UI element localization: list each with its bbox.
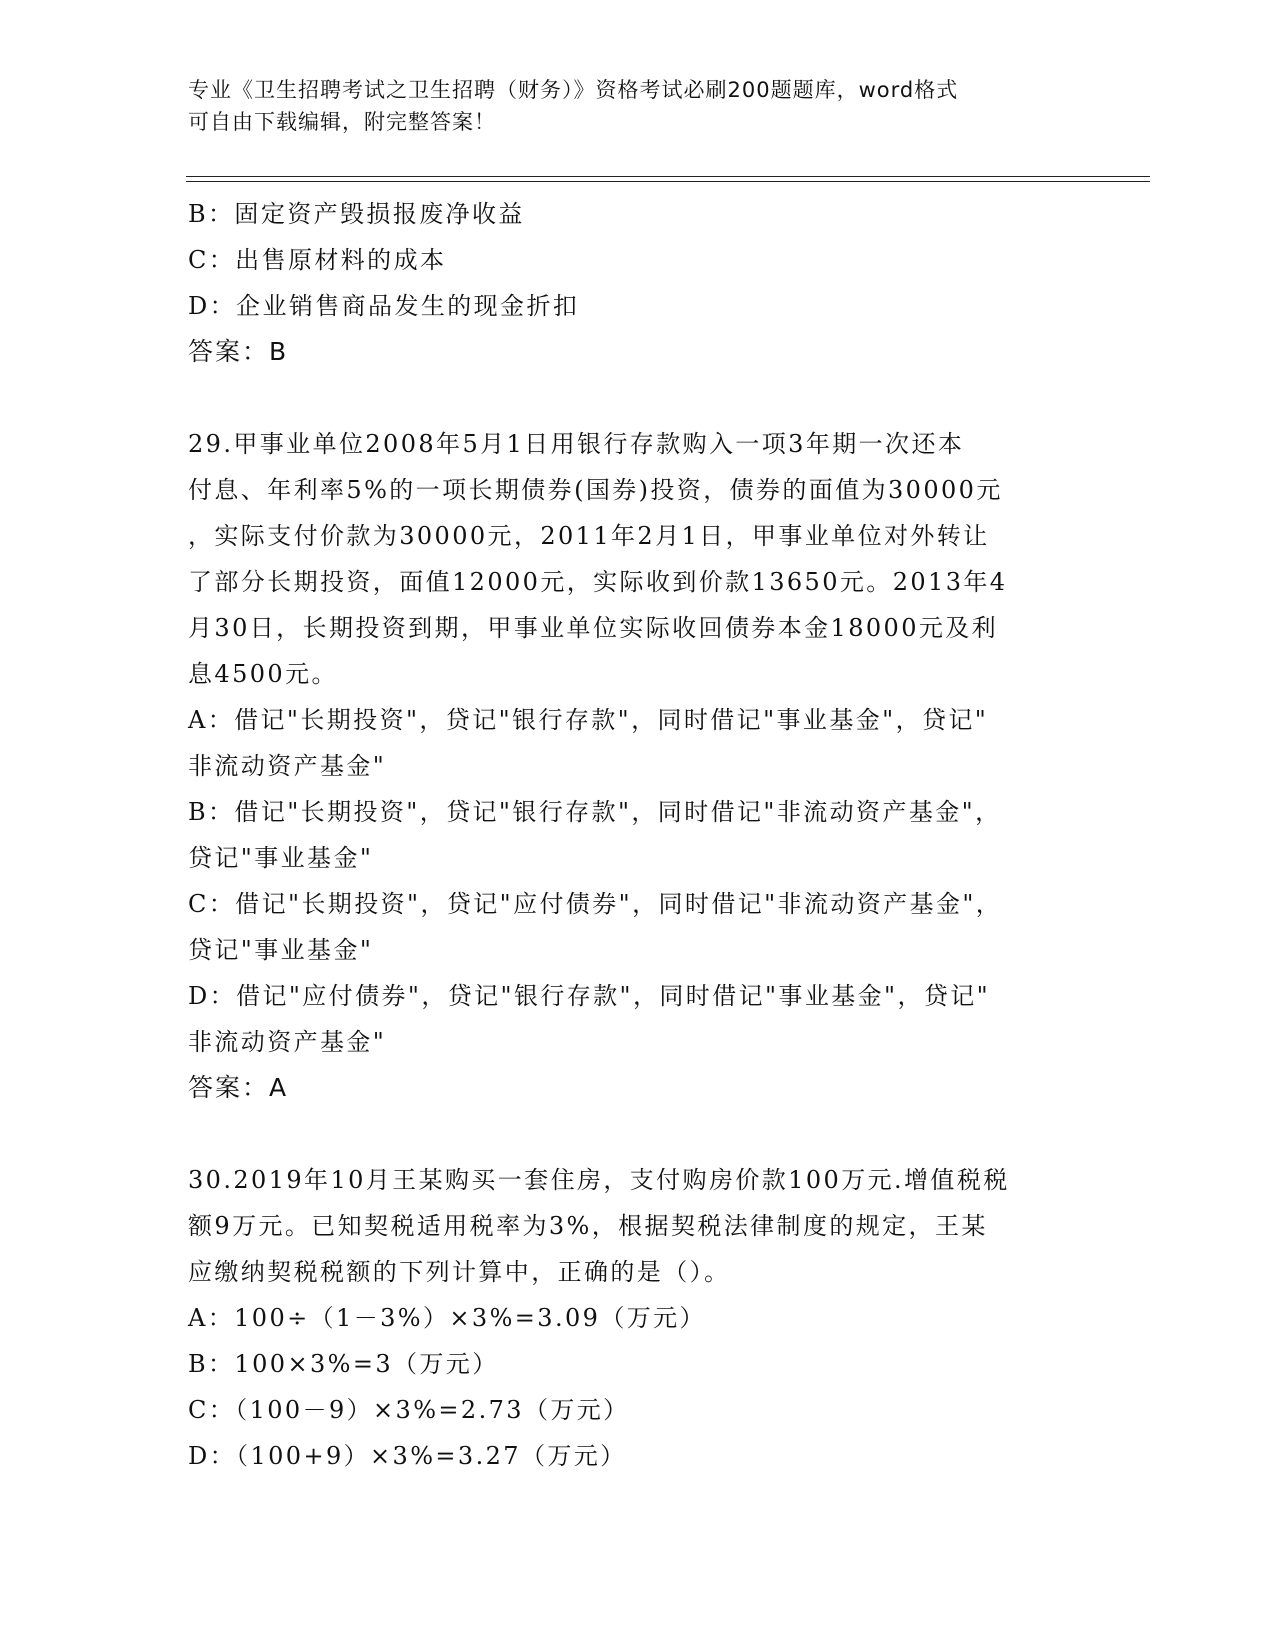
document-header: [188, 74, 1088, 138]
q30-stem-line: 额9万元。已知契税适用税率为3%，根据契税法律制度的规定，王某: [188, 1212, 988, 1240]
question-29: [188, 421, 1088, 1111]
q29-stem-line: 29.甲事业单位2008年5月1日用银行存款购入一项3年期一次还本: [188, 430, 965, 458]
document-body: [188, 191, 1088, 1479]
q30-option-d: D：（100+9）×3%=3.27（万元）: [188, 1442, 627, 1470]
q29-stem-line: 月30日，长期投资到期，甲事业单位实际收回债券本金18000元及利: [188, 614, 999, 642]
q28-answer: 答案：B: [188, 337, 289, 366]
q29-option-a: A：借记"长期投资"，贷记"银行存款"，同时借记"事业基金"，贷记": [188, 706, 989, 734]
q28-option-c: C：出售原材料的成本: [188, 246, 447, 274]
q29-stem-line: ，实际支付价款为30000元，2011年2月1日，甲事业单位对外转让: [188, 522, 990, 550]
q29-stem-line: 了部分长期投资，面值12000元，实际收到价款13650元。2013年4: [188, 568, 1008, 596]
q29-option-d-cont: 非流动资产基金": [188, 1028, 387, 1056]
header-title-line-2: 可自由下载编辑，附完整答案！: [188, 110, 496, 134]
q29-option-c: C：借记"长期投资"，贷记"应付债券"，同时借记"非流动资产基金"，: [188, 890, 1003, 918]
q30-stem-line: 30.2019年10月王某购买一套住房，支付购房价款100万元.增值税税: [188, 1166, 1010, 1194]
q28-option-b: B：固定资产毁损报废净收益: [188, 200, 525, 228]
q30-option-a: A：100÷（1－3%）×3%=3.09（万元）: [188, 1304, 706, 1332]
header-divider-thin: [186, 181, 1150, 182]
spacer: [188, 1111, 1088, 1157]
q30-stem-line: 应缴纳契税税额的下列计算中，正确的是（）。: [188, 1258, 731, 1286]
q30-option-c: C：（100－9）×3%=2.73（万元）: [188, 1396, 630, 1424]
q29-option-a-cont: 非流动资产基金": [188, 752, 387, 780]
q29-option-b: B：借记"长期投资"，贷记"银行存款"，同时借记"非流动资产基金"，: [188, 798, 1002, 826]
q29-option-c-cont: 贷记"事业基金": [188, 936, 374, 964]
q29-option-d: D：借记"应付债券"，贷记"银行存款"，同时借记"事业基金"，贷记": [188, 982, 991, 1010]
question-30: [188, 1157, 1088, 1479]
q29-answer: 答案：A: [188, 1073, 289, 1102]
question-28-remainder: [188, 191, 1088, 375]
header-title-line-1: 专业《卫生招聘考试之卫生招聘（财务）》资格考试必刷200题题库，word格式: [188, 78, 959, 102]
q29-option-b-cont: 贷记"事业基金": [188, 844, 374, 872]
spacer: [188, 375, 1088, 421]
q28-option-d: D：企业销售商品发生的现金折扣: [188, 292, 580, 320]
q30-option-b: B：100×3%=3（万元）: [188, 1350, 499, 1378]
q29-stem-line: 付息、年利率5%的一项长期债券(国券)投资，债券的面值为30000元: [188, 476, 1003, 504]
q29-stem-line: 息4500元。: [188, 660, 338, 688]
header-divider-thick: [186, 176, 1150, 177]
